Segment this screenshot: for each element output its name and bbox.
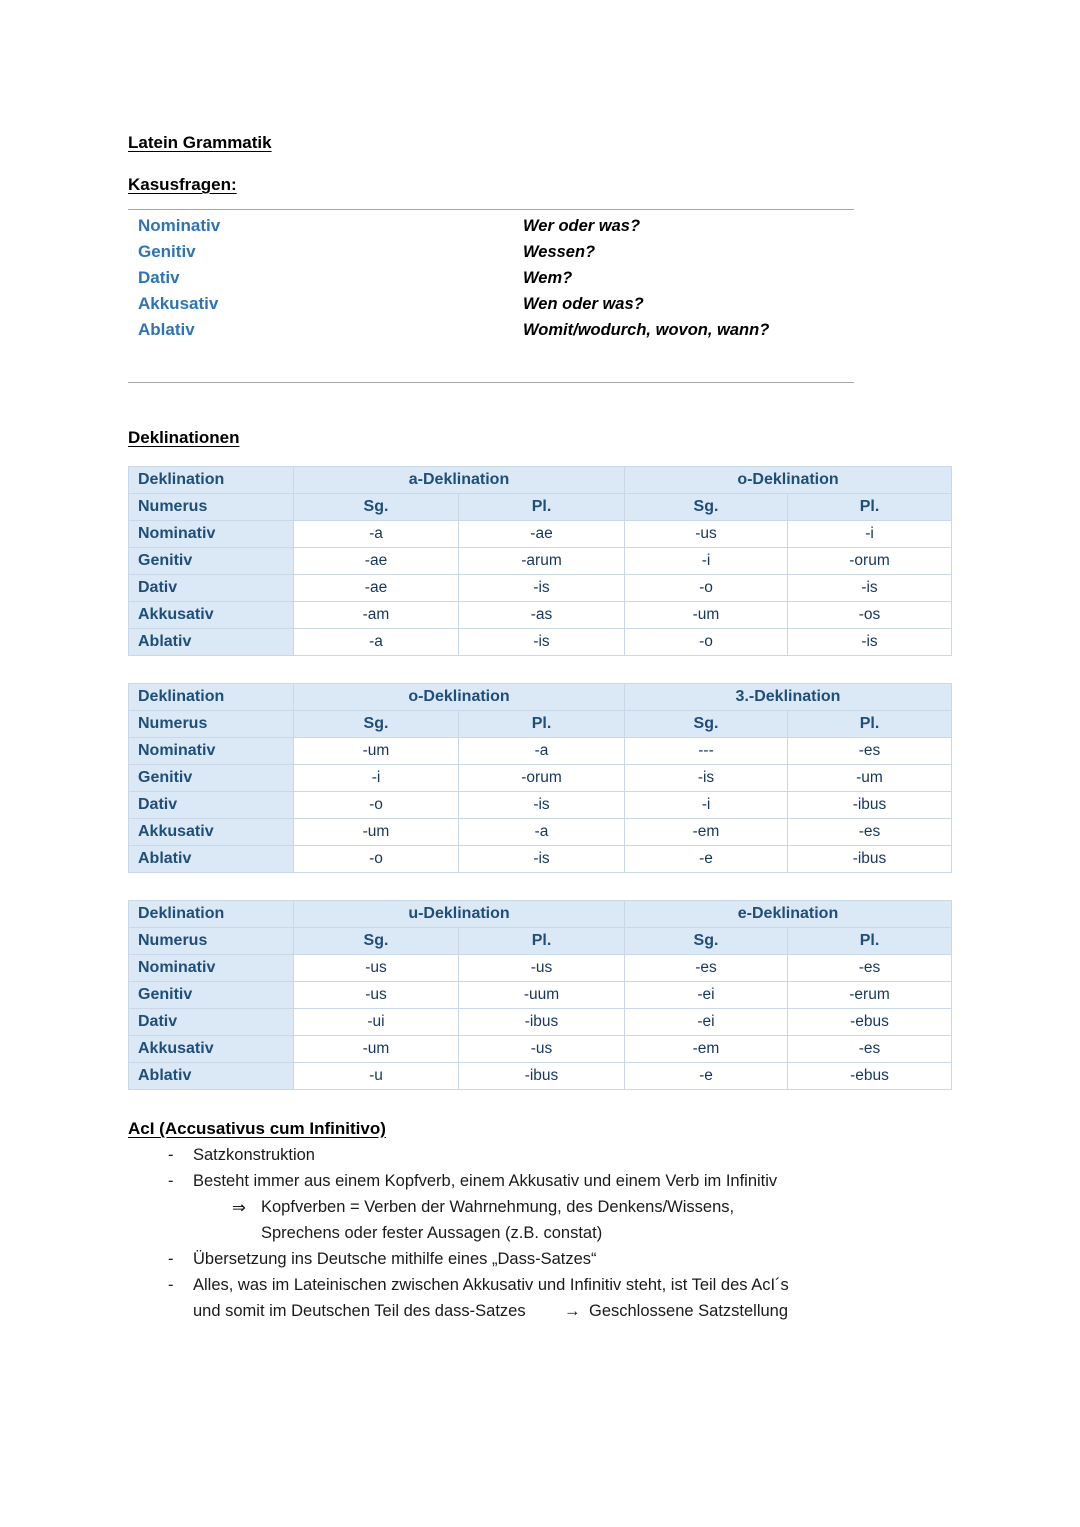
table-row <box>129 846 952 873</box>
bullet-dash: - <box>168 1276 174 1294</box>
case-label: Genitiv <box>129 548 294 575</box>
case-label: Ablativ <box>129 846 294 873</box>
ending-cell: -em <box>625 1036 788 1063</box>
group-header-a: a-Deklination <box>294 467 625 494</box>
kasusfragen-rule-top <box>128 209 854 210</box>
sub-list-item-text: Kopfverben = Verben der Wahrnehmung, des Denkens/Wissens, <box>261 1198 735 1216</box>
ending-cell: -orum <box>788 548 952 575</box>
ending-cell: -um <box>625 602 788 629</box>
section-heading-deklinationen: Deklinationen <box>128 428 240 447</box>
numerus-sg: Sg. <box>625 494 788 521</box>
case-label: Akkusativ <box>129 1036 294 1063</box>
declension-table <box>128 466 952 656</box>
section-heading-acl: AcI (Accusativus cum Infinitivo) <box>128 1119 386 1138</box>
group-header-b: o-Deklination <box>625 467 952 494</box>
ending-cell: -es <box>788 819 952 846</box>
table-row <box>129 467 952 494</box>
case-label: Genitiv <box>129 765 294 792</box>
ending-cell: -um <box>294 1036 459 1063</box>
case-label: Nominativ <box>129 955 294 982</box>
ending-cell: -is <box>788 575 952 602</box>
case-label: Nominativ <box>129 521 294 548</box>
header-numerus: Numerus <box>129 711 294 738</box>
group-header-b: e-Deklination <box>625 901 952 928</box>
list-item-text: Satzkonstruktion <box>193 1146 315 1164</box>
case-label: Dativ <box>129 575 294 602</box>
ending-cell: -a <box>294 629 459 656</box>
kasusfragen-case-label: Genitiv <box>138 242 196 261</box>
case-label: Dativ <box>129 792 294 819</box>
ending-cell: -ibus <box>459 1063 625 1090</box>
table-row <box>129 629 952 656</box>
kasusfragen-question: Wen oder was? <box>523 295 644 313</box>
numerus-pl: Pl. <box>459 711 625 738</box>
list-item <box>0 1172 1080 1198</box>
kasusfragen-case-label: Akkusativ <box>138 294 219 313</box>
ending-cell: -ibus <box>788 792 952 819</box>
ending-cell: -ebus <box>788 1009 952 1036</box>
ending-cell: -o <box>625 575 788 602</box>
numerus-pl: Pl. <box>459 928 625 955</box>
ending-cell: -ei <box>625 982 788 1009</box>
kasusfragen-row <box>128 291 854 317</box>
ending-cell: -em <box>625 819 788 846</box>
table-row <box>129 1009 952 1036</box>
list-item <box>0 1250 1080 1276</box>
ending-cell: -ae <box>294 548 459 575</box>
kasusfragen-case-label: Nominativ <box>138 216 221 235</box>
table-row <box>129 575 952 602</box>
table-row <box>129 982 952 1009</box>
numerus-pl: Pl. <box>788 711 952 738</box>
ending-cell: -uum <box>459 982 625 1009</box>
kasusfragen-row <box>128 265 854 291</box>
numerus-sg: Sg. <box>294 711 459 738</box>
sub-list-item <box>0 1198 1080 1224</box>
ending-cell: -is <box>625 765 788 792</box>
numerus-pl: Pl. <box>788 494 952 521</box>
ending-cell: -o <box>294 846 459 873</box>
ending-cell: -is <box>459 629 625 656</box>
declension-table <box>128 683 952 873</box>
table-row <box>129 955 952 982</box>
ending-cell: -as <box>459 602 625 629</box>
case-label: Nominativ <box>129 738 294 765</box>
ending-cell: -is <box>459 792 625 819</box>
ending-cell: -am <box>294 602 459 629</box>
bullet-dash: - <box>168 1146 174 1164</box>
ending-cell: -os <box>788 602 952 629</box>
header-deklination: Deklination <box>129 684 294 711</box>
ending-cell: -us <box>459 955 625 982</box>
double-arrow-icon: ⇒ <box>232 1199 246 1217</box>
group-header-a: u-Deklination <box>294 901 625 928</box>
table-row <box>129 494 952 521</box>
ending-cell: -es <box>625 955 788 982</box>
table-row <box>129 1036 952 1063</box>
ending-cell: -is <box>788 629 952 656</box>
ending-cell: -ae <box>294 575 459 602</box>
kasusfragen-question: Wem? <box>523 269 573 287</box>
list-item-text: Besteht immer aus einem Kopfverb, einem Akkusativ und einem Verb im Infinitiv <box>193 1172 778 1190</box>
kasusfragen-row <box>128 213 854 239</box>
ending-cell: -es <box>788 955 952 982</box>
ending-cell: -ei <box>625 1009 788 1036</box>
bullet-dash: - <box>168 1172 174 1190</box>
numerus-pl: Pl. <box>459 494 625 521</box>
ending-cell: -i <box>788 521 952 548</box>
case-label: Akkusativ <box>129 819 294 846</box>
ending-cell: -a <box>294 521 459 548</box>
ending-cell: -ae <box>459 521 625 548</box>
ending-cell: -e <box>625 846 788 873</box>
ending-cell: -es <box>788 1036 952 1063</box>
ending-cell: -is <box>459 846 625 873</box>
table-row <box>129 765 952 792</box>
table-row <box>129 521 952 548</box>
ending-cell: -e <box>625 1063 788 1090</box>
ending-cell: -a <box>459 819 625 846</box>
kasusfragen-row <box>128 239 854 265</box>
list-item-text: Geschlossene Satzstellung <box>589 1302 789 1320</box>
ending-cell: -is <box>459 575 625 602</box>
section-heading-kasusfragen: Kasusfragen: <box>128 175 237 194</box>
bullet-dash: - <box>168 1250 174 1268</box>
ending-cell: -ibus <box>459 1009 625 1036</box>
table-row <box>129 1063 952 1090</box>
numerus-pl: Pl. <box>788 928 952 955</box>
numerus-sg: Sg. <box>294 494 459 521</box>
group-header-b: 3.-Deklination <box>625 684 952 711</box>
ending-cell: -ebus <box>788 1063 952 1090</box>
ending-cell: -u <box>294 1063 459 1090</box>
table-row <box>129 738 952 765</box>
sub-list-item-text: Sprechens oder fester Aussagen (z.B. constat) <box>261 1224 603 1242</box>
numerus-sg: Sg. <box>294 928 459 955</box>
ending-cell: -um <box>294 819 459 846</box>
page-title: Latein Grammatik <box>128 133 272 152</box>
sub-list-item-continuation <box>0 1224 1080 1250</box>
ending-cell: -ui <box>294 1009 459 1036</box>
kasusfragen-row <box>128 317 854 343</box>
kasusfragen-question: Womit/wodurch, wovon, wann? <box>523 321 770 339</box>
table-row <box>129 711 952 738</box>
list-item-continuation <box>0 1302 1080 1328</box>
ending-cell: -orum <box>459 765 625 792</box>
kasusfragen-question: Wer oder was? <box>523 217 641 235</box>
table-row <box>129 928 952 955</box>
ending-cell: -i <box>625 548 788 575</box>
ending-cell: -us <box>459 1036 625 1063</box>
ending-cell: -arum <box>459 548 625 575</box>
table-row <box>129 819 952 846</box>
case-label: Ablativ <box>129 629 294 656</box>
right-arrow-icon: → <box>564 1302 581 1320</box>
case-label: Dativ <box>129 1009 294 1036</box>
header-numerus: Numerus <box>129 494 294 521</box>
ending-cell: -ibus <box>788 846 952 873</box>
ending-cell: -erum <box>788 982 952 1009</box>
ending-cell: -a <box>459 738 625 765</box>
kasusfragen-case-label: Dativ <box>138 268 180 287</box>
list-item-text: und somit im Deutschen Teil des dass-Satzes <box>193 1302 526 1320</box>
case-label: Genitiv <box>129 982 294 1009</box>
kasusfragen-rule-bottom <box>128 382 854 383</box>
ending-cell: -um <box>788 765 952 792</box>
ending-cell: -es <box>788 738 952 765</box>
table-row <box>129 602 952 629</box>
kasusfragen-question: Wessen? <box>523 243 596 261</box>
table-row <box>129 901 952 928</box>
ending-cell: -o <box>294 792 459 819</box>
table-row <box>129 548 952 575</box>
numerus-sg: Sg. <box>625 711 788 738</box>
ending-cell: --- <box>625 738 788 765</box>
header-numerus: Numerus <box>129 928 294 955</box>
kasusfragen-case-label: Ablativ <box>138 320 195 339</box>
declension-table <box>128 900 952 1090</box>
numerus-sg: Sg. <box>625 928 788 955</box>
ending-cell: -us <box>294 955 459 982</box>
ending-cell: -us <box>625 521 788 548</box>
table-row <box>129 684 952 711</box>
list-item-text: Alles, was im Lateinischen zwischen Akkusativ und Infinitiv steht, ist Teil des AcI´s <box>193 1276 789 1294</box>
ending-cell: -us <box>294 982 459 1009</box>
list-item <box>0 1146 1080 1172</box>
header-deklination: Deklination <box>129 467 294 494</box>
case-label: Ablativ <box>129 1063 294 1090</box>
ending-cell: -i <box>294 765 459 792</box>
ending-cell: -um <box>294 738 459 765</box>
list-item-text: Übersetzung ins Deutsche mithilfe eines „Dass-Satzes“ <box>193 1250 597 1268</box>
list-item <box>0 1276 1080 1302</box>
header-deklination: Deklination <box>129 901 294 928</box>
group-header-a: o-Deklination <box>294 684 625 711</box>
table-row <box>129 792 952 819</box>
ending-cell: -o <box>625 629 788 656</box>
case-label: Akkusativ <box>129 602 294 629</box>
ending-cell: -i <box>625 792 788 819</box>
